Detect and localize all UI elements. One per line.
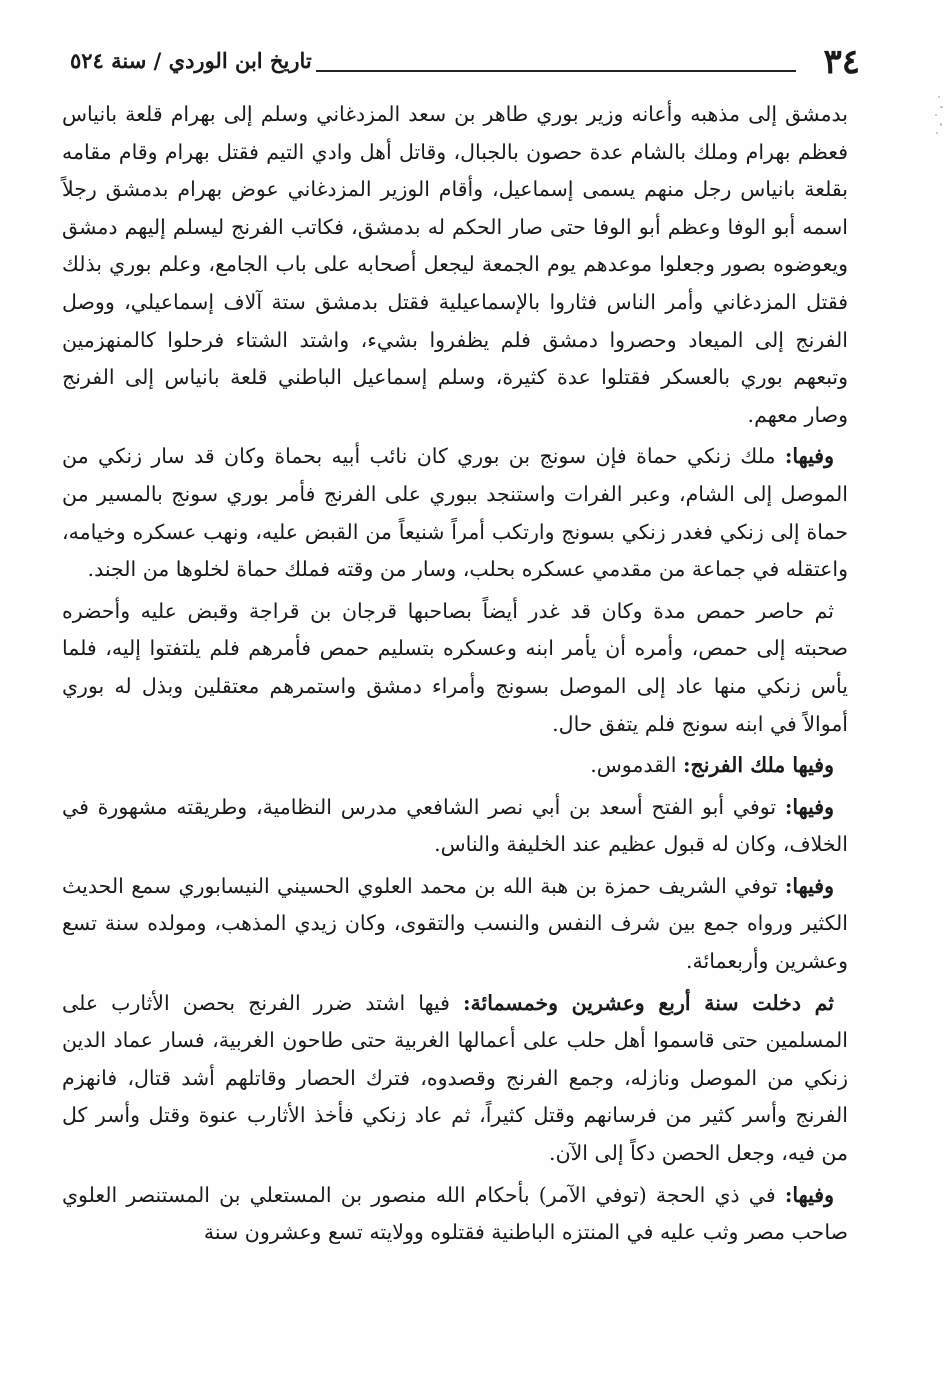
paragraph-3	[62, 593, 848, 743]
paragraph-lead: وفيها:	[784, 873, 834, 898]
paragraph-2	[62, 438, 848, 588]
paragraph-lead: وفيها:	[784, 444, 834, 469]
paragraph-text: ملك زنكي حماة فإن سونج بن بوري كان نائب أبيه بحماة وكان قد سار زنكي من الموصل إلى الشام، وعبر الفرات واستنجد ببوري على الفرنج فأمر بوري سونج بالمسير من حماة إلى زنكي فغدر زنكي بسونج وارتكب أمراً شنيعاً من القبض عليه، ونهب عسكره وخيامه، واعتقله في جماعة من مقدمي عسكره بحلب، وسار من وقته فملك حماة لخلوها من الجند.	[62, 444, 848, 582]
body-text	[62, 96, 848, 1256]
paragraph-lead: وفيها ملك الفرنج:	[682, 753, 834, 778]
paragraph-text: فيها اشتد ضرر الفرنج بحصن الأثارب على المسلمين حتى قاسموا أهل حلب على أعمالها الغربية حتى طاحون الغربية، فسار عماد الدين زنكي من الموصل ونازله، وجمع الفرنج وقصدوه، فترك الحصار وقاتلهم أشد قتال، فانهزم الفرنج وأسر كثير من فرسانهم وقتل كثيراً، ثم عاد زنكي فأخذ الأثارب عنوة وقتل وأسر كل من فيه، وجعل الحصن دكاً إلى الآن.	[62, 990, 848, 1166]
paragraph-4	[62, 747, 848, 785]
scan-speckles	[928, 92, 946, 212]
paragraph-lead: وفيها:	[784, 1182, 834, 1207]
paragraph-5	[62, 789, 848, 864]
header-rule	[316, 70, 796, 72]
paragraph-text: توفي أبو الفتح أسعد بن أبي نصر الشافعي مدرس النظامية، وطريقته مشهورة في الخلاف، وكان له قبول عظيم عند الخليفة والناس.	[62, 794, 848, 857]
paragraph-lead: ثم دخلت سنة أربع وعشرين وخمسمائة:	[462, 990, 834, 1015]
paragraph-text: القدموس.	[590, 753, 677, 778]
paragraph-1	[62, 96, 848, 434]
running-head: تاريخ ابن الوردي / سنة ٥٢٤	[70, 48, 312, 73]
page-number: ٣٤	[823, 42, 860, 82]
paragraph-text: بدمشق إلى مذهبه وأعانه وزير بوري طاهر بن سعد المزدغاني وسلم إلى بهرام قلعة بانياس فعظم بهرام وملك بالشام عدة حصون بالجبال، وقاتل أهل وادي التيم فقتل بهرام وقام مقامه بقلعة بانياس رجل منهم يسمى إسماعيل، وأقام الوزير المزدغاني عوض بهرام بدمشق رجلاً اسمه أبو الوفا وعظم أبو الوفا حتى صار الحكم له بدمشق، فكاتب الفرنج ليسلم إليهم دمشق ويعوضوه بصور وجعلوا موعدهم يوم الجمعة ليجعل أصحابه على باب الجامع، وعلم بوري بذلك فقتل المزدغاني وأمر الناس فثاروا بالإسماعيلية فقتل بدمشق ستة آلاف إسماعيلي، ووصل الفرنج إلى الميعاد وحصروا دمشق فلم يظفروا بشيء، واشتد الشتاء فرحلوا كالمنهزمين وتبعهم بوري بالعسكر فقتلوا عدة كثيرة، وسلم إسماعيل الباطني قلعة بانياس إلى الفرنج وصار معهم.	[62, 102, 848, 427]
page-header	[70, 40, 860, 86]
paragraph-7	[62, 985, 848, 1173]
paragraph-lead: وفيها:	[784, 794, 834, 819]
paragraph-text: ثم حاصر حمص مدة وكان قد غدر أيضاً بصاحبها قرجان بن قراجة وقبض عليه وأحضره صحبته إلى حمص، وأمره أن يأمر ابنه وعسكره بتسليم حمص فأمرهم فلم يلتفتوا إليه، فلما يأس زنكي منها عاد إلى الموصل بسونج وأمراء دمشق واستمرهم معتقلين وبذل له بوري أموالاً في ابنه سونج فلم يتفق حال.	[62, 598, 848, 736]
paragraph-8	[62, 1177, 848, 1252]
paragraph-6	[62, 868, 848, 981]
paragraph-text: توفي الشريف حمزة بن هبة الله بن محمد العلوي الحسيني النيسابوري سمع الحديث الكثير ورواه جمع بين شرف النفس والنسب والتقوى، وكان زيدي المذهب، ومولده سنة تسع وعشرين وأربعمائة.	[62, 873, 848, 974]
paragraph-text: في ذي الحجة (توفي الآمر) بأحكام الله منصور بن المستعلي بن المستنصر العلوي صاحب مصر وثب عليه في المنتزه الباطنية فقتلوه وولايته تسع وعشرون سنة	[62, 1182, 848, 1245]
